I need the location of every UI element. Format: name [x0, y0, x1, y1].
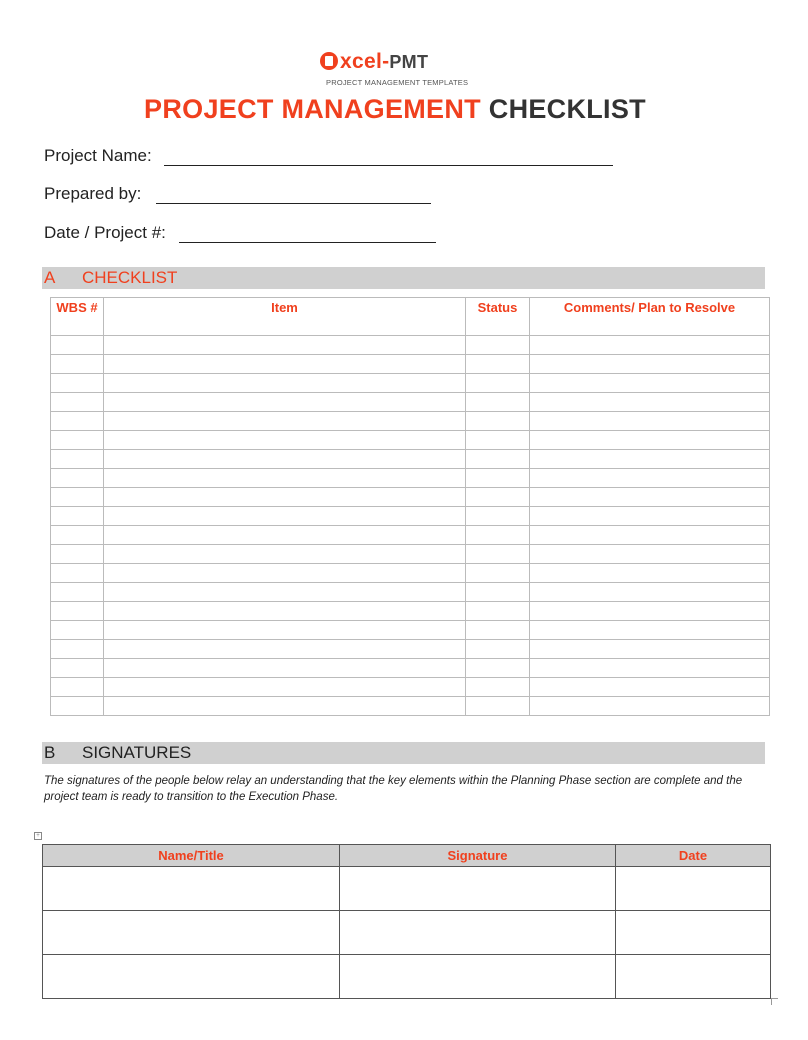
name-title-cell[interactable] — [43, 911, 340, 955]
checklist-row — [51, 659, 770, 678]
item-cell[interactable] — [104, 659, 466, 678]
col-date-header: Date — [616, 845, 771, 867]
item-cell[interactable] — [104, 469, 466, 488]
status-cell[interactable] — [466, 602, 530, 621]
checklist-row — [51, 678, 770, 697]
status-cell[interactable] — [466, 469, 530, 488]
section-b-header — [42, 742, 765, 764]
item-cell[interactable] — [104, 583, 466, 602]
status-cell[interactable] — [466, 621, 530, 640]
table-anchor-icon[interactable]: + — [34, 832, 42, 840]
signature-cell[interactable] — [340, 867, 616, 911]
wbs-cell[interactable] — [51, 469, 104, 488]
brand-logo — [320, 50, 470, 90]
item-cell[interactable] — [104, 336, 466, 355]
section-a-letter: A — [44, 268, 56, 287]
signature-row — [43, 955, 771, 999]
item-cell[interactable] — [104, 678, 466, 697]
section-a-title: CHECKLIST — [82, 268, 178, 287]
date-cell[interactable] — [616, 955, 771, 999]
item-cell[interactable] — [104, 450, 466, 469]
date-project-line[interactable] — [179, 242, 436, 243]
comments-cell[interactable] — [530, 374, 770, 393]
date-cell[interactable] — [616, 911, 771, 955]
checklist-row — [51, 602, 770, 621]
title-part-2: CHECKLIST — [488, 94, 646, 124]
wbs-cell[interactable] — [51, 488, 104, 507]
signatures-note: The signatures of the people below relay an understanding that the key elements within the Planning Phase section are complete and the project team is ready to transition to the Execution Phase. — [44, 775, 743, 803]
prepared-by-line[interactable] — [156, 203, 431, 204]
comments-cell[interactable] — [530, 564, 770, 583]
checklist-row — [51, 355, 770, 374]
comments-cell[interactable] — [530, 507, 770, 526]
comments-cell[interactable] — [530, 697, 770, 716]
logo-wordmark: xcel-PMT — [340, 50, 429, 73]
wbs-cell[interactable] — [51, 659, 104, 678]
wbs-cell[interactable] — [51, 526, 104, 545]
status-cell[interactable] — [466, 545, 530, 564]
signature-cell[interactable] — [340, 911, 616, 955]
wbs-cell[interactable] — [51, 431, 104, 450]
signature-row — [43, 911, 771, 955]
comments-cell[interactable] — [530, 412, 770, 431]
wbs-cell[interactable] — [51, 545, 104, 564]
status-cell[interactable] — [466, 393, 530, 412]
item-cell[interactable] — [104, 393, 466, 412]
status-cell[interactable] — [466, 374, 530, 393]
comments-cell[interactable] — [530, 640, 770, 659]
page-corner-mark — [771, 998, 778, 1005]
wbs-cell[interactable] — [51, 393, 104, 412]
item-cell[interactable] — [104, 488, 466, 507]
checklist-row — [51, 374, 770, 393]
checklist-row — [51, 526, 770, 545]
checklist-row — [51, 450, 770, 469]
wbs-cell[interactable] — [51, 336, 104, 355]
signatures-table — [42, 844, 771, 999]
status-cell[interactable] — [466, 488, 530, 507]
checklist-row — [51, 621, 770, 640]
col-comments-header: Comments/ Plan to Resolve — [530, 298, 770, 336]
status-cell[interactable] — [466, 412, 530, 431]
comments-cell[interactable] — [530, 431, 770, 450]
logo-mark-icon — [320, 52, 338, 70]
checklist-table — [50, 297, 770, 716]
item-cell[interactable] — [104, 355, 466, 374]
title-part-1: PROJECT MANAGEMENT — [144, 94, 481, 124]
status-cell[interactable] — [466, 659, 530, 678]
col-wbs-header: WBS # — [51, 298, 104, 336]
item-cell[interactable] — [104, 621, 466, 640]
checklist-row — [51, 431, 770, 450]
wbs-cell[interactable] — [51, 621, 104, 640]
checklist-header-row — [51, 298, 770, 336]
comments-cell[interactable] — [530, 602, 770, 621]
prepared-by-label: Prepared by: — [44, 184, 142, 203]
col-signature-header: Signature — [340, 845, 616, 867]
col-status-header: Status — [466, 298, 530, 336]
logo-tagline: PROJECT MANAGEMENT TEMPLATES — [326, 78, 469, 87]
status-cell[interactable] — [466, 564, 530, 583]
wbs-cell[interactable] — [51, 640, 104, 659]
comments-cell[interactable] — [530, 621, 770, 640]
wbs-cell[interactable] — [51, 697, 104, 716]
date-cell[interactable] — [616, 867, 771, 911]
name-title-cell[interactable] — [43, 955, 340, 999]
checklist-row — [51, 697, 770, 716]
item-cell[interactable] — [104, 545, 466, 564]
wbs-cell[interactable] — [51, 450, 104, 469]
comments-cell[interactable] — [530, 526, 770, 545]
checklist-row — [51, 393, 770, 412]
checklist-row — [51, 507, 770, 526]
signatures-header-row — [43, 845, 771, 867]
section-b-title: SIGNATURES — [82, 743, 192, 762]
status-cell[interactable] — [466, 450, 530, 469]
wbs-cell[interactable] — [51, 583, 104, 602]
checklist-row — [51, 336, 770, 355]
item-cell[interactable] — [104, 412, 466, 431]
item-cell[interactable] — [104, 640, 466, 659]
wbs-cell[interactable] — [51, 564, 104, 583]
wbs-cell[interactable] — [51, 412, 104, 431]
comments-cell[interactable] — [530, 545, 770, 564]
item-cell[interactable] — [104, 602, 466, 621]
name-title-cell[interactable] — [43, 867, 340, 911]
col-name-title-header: Name/Title — [43, 845, 340, 867]
section-b-letter: B — [44, 743, 56, 762]
status-cell[interactable] — [466, 526, 530, 545]
checklist-row — [51, 545, 770, 564]
checklist-row — [51, 412, 770, 431]
comments-cell[interactable] — [530, 336, 770, 355]
item-cell[interactable] — [104, 374, 466, 393]
page-title — [0, 94, 790, 125]
item-cell[interactable] — [104, 507, 466, 526]
checklist-row — [51, 488, 770, 507]
item-cell[interactable] — [104, 431, 466, 450]
wbs-cell[interactable] — [51, 507, 104, 526]
checklist-row — [51, 564, 770, 583]
comments-cell[interactable] — [530, 488, 770, 507]
status-cell[interactable] — [466, 678, 530, 697]
item-cell[interactable] — [104, 564, 466, 583]
status-cell[interactable] — [466, 507, 530, 526]
date-project-field — [44, 223, 166, 243]
section-a-header — [42, 267, 765, 289]
status-cell[interactable] — [466, 431, 530, 450]
status-cell[interactable] — [466, 583, 530, 602]
project-name-field — [44, 146, 152, 166]
status-cell[interactable] — [466, 697, 530, 716]
wbs-cell[interactable] — [51, 678, 104, 697]
wbs-cell[interactable] — [51, 374, 104, 393]
signature-row — [43, 867, 771, 911]
checklist-row — [51, 583, 770, 602]
comments-cell[interactable] — [530, 659, 770, 678]
comments-cell[interactable] — [530, 393, 770, 412]
item-cell[interactable] — [104, 697, 466, 716]
project-name-line[interactable] — [164, 165, 613, 166]
comments-cell[interactable] — [530, 450, 770, 469]
comments-cell[interactable] — [530, 355, 770, 374]
item-cell[interactable] — [104, 526, 466, 545]
signature-cell[interactable] — [340, 955, 616, 999]
checklist-row — [51, 469, 770, 488]
wbs-cell[interactable] — [51, 602, 104, 621]
status-cell[interactable] — [466, 640, 530, 659]
wbs-cell[interactable] — [51, 355, 104, 374]
comments-cell[interactable] — [530, 678, 770, 697]
prepared-by-field — [44, 184, 141, 204]
comments-cell[interactable] — [530, 469, 770, 488]
checklist-row — [51, 640, 770, 659]
col-item-header: Item — [104, 298, 466, 336]
project-name-label: Project Name: — [44, 146, 152, 165]
status-cell[interactable] — [466, 355, 530, 374]
date-project-label: Date / Project #: — [44, 223, 166, 242]
comments-cell[interactable] — [530, 583, 770, 602]
status-cell[interactable] — [466, 336, 530, 355]
